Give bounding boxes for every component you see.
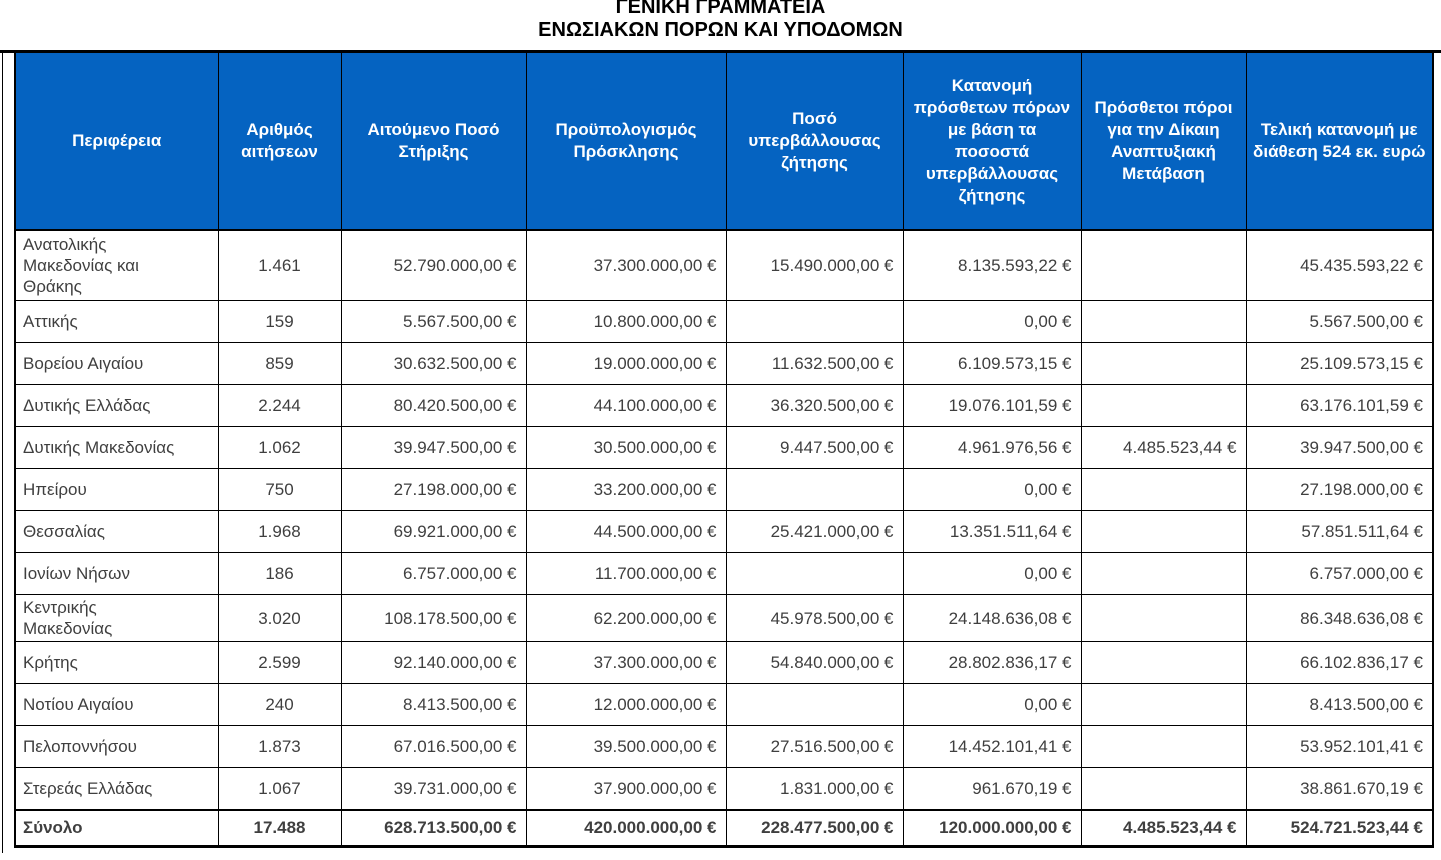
column-header-region: Περιφέρεια — [15, 52, 218, 230]
value-cell — [726, 553, 903, 595]
value-cell: 10.800.000,00 € — [526, 301, 726, 343]
value-cell: 4.961.976,56 € — [903, 427, 1081, 469]
value-cell: 39.947.500,00 € — [1246, 427, 1433, 469]
region-cell: Στερεάς Ελλάδας — [15, 768, 218, 810]
value-cell: 0,00 € — [903, 684, 1081, 726]
value-cell: 9.447.500,00 € — [726, 427, 903, 469]
value-cell — [1081, 553, 1246, 595]
value-cell: 1.873 — [218, 726, 341, 768]
value-cell — [726, 301, 903, 343]
value-cell — [726, 684, 903, 726]
table-row — [15, 230, 1433, 301]
value-cell: 27.198.000,00 € — [1246, 469, 1433, 511]
value-cell: 961.670,19 € — [903, 768, 1081, 810]
table-row — [15, 385, 1433, 427]
value-cell: 6.757.000,00 € — [1246, 553, 1433, 595]
value-cell: 37.900.000,00 € — [526, 768, 726, 810]
value-cell: 750 — [218, 469, 341, 511]
value-cell: 25.421.000,00 € — [726, 511, 903, 553]
value-cell: 228.477.500,00 € — [726, 810, 903, 847]
table-row — [15, 469, 1433, 511]
value-cell — [1081, 642, 1246, 684]
value-cell: 63.176.101,59 € — [1246, 385, 1433, 427]
table-header-row — [15, 52, 1433, 230]
value-cell — [1081, 768, 1246, 810]
region-cell: Αττικής — [15, 301, 218, 343]
value-cell: 45.435.593,22 € — [1246, 230, 1433, 301]
value-cell: 14.452.101,41 € — [903, 726, 1081, 768]
region-cell: Δυτικής Ελλάδας — [15, 385, 218, 427]
value-cell: 4.485.523,44 € — [1081, 810, 1246, 847]
value-cell: 186 — [218, 553, 341, 595]
value-cell: 25.109.573,15 € — [1246, 343, 1433, 385]
value-cell: 1.831.000,00 € — [726, 768, 903, 810]
left-grid-line — [2, 50, 3, 853]
value-cell: 1.968 — [218, 511, 341, 553]
value-cell: 11.700.000,00 € — [526, 553, 726, 595]
value-cell: 5.567.500,00 € — [1246, 301, 1433, 343]
total-label-cell: Σύνολο — [15, 810, 218, 847]
value-cell: 859 — [218, 343, 341, 385]
value-cell: 159 — [218, 301, 341, 343]
value-cell: 38.861.670,19 € — [1246, 768, 1433, 810]
value-cell: 69.921.000,00 € — [341, 511, 526, 553]
value-cell: 37.300.000,00 € — [526, 642, 726, 684]
region-cell: Πελοποννήσου — [15, 726, 218, 768]
column-header-excess-demand: Ποσό υπερβάλλουσας ζήτησης — [726, 52, 903, 230]
region-cell: Ηπείρου — [15, 469, 218, 511]
value-cell: 80.420.500,00 € — [341, 385, 526, 427]
title-line-1: ΓΕΝΙΚΗ ΓΡΑΜΜΑΤΕΙΑ — [615, 0, 826, 18]
column-header-final-allocation: Τελική κατανομή με διάθεση 524 εκ. ευρώ — [1246, 52, 1433, 230]
region-cell: Νοτίου Αιγαίου — [15, 684, 218, 726]
value-cell: 0,00 € — [903, 553, 1081, 595]
value-cell: 92.140.000,00 € — [341, 642, 526, 684]
table-row — [15, 511, 1433, 553]
value-cell: 4.485.523,44 € — [1081, 427, 1246, 469]
value-cell: 19.076.101,59 € — [903, 385, 1081, 427]
value-cell: 15.490.000,00 € — [726, 230, 903, 301]
region-cell: Ιονίων Νήσων — [15, 553, 218, 595]
column-header-additional-allocation: Κατανομή πρόσθετων πόρων με βάση τα ποσοστά υπερβάλλουσας ζήτησης — [903, 52, 1081, 230]
value-cell — [1081, 726, 1246, 768]
table-row — [15, 553, 1433, 595]
value-cell: 66.102.836,17 € — [1246, 642, 1433, 684]
table-row — [15, 301, 1433, 343]
table-row — [15, 343, 1433, 385]
value-cell — [1081, 301, 1246, 343]
value-cell: 628.713.500,00 € — [341, 810, 526, 847]
value-cell: 39.731.000,00 € — [341, 768, 526, 810]
value-cell — [1081, 385, 1246, 427]
value-cell: 39.500.000,00 € — [526, 726, 726, 768]
value-cell: 52.790.000,00 € — [341, 230, 526, 301]
value-cell — [1081, 684, 1246, 726]
column-header-requested-amount: Αιτούμενο Ποσό Στήριξης — [341, 52, 526, 230]
page-title — [0, 0, 1441, 42]
value-cell: 33.200.000,00 € — [526, 469, 726, 511]
value-cell: 0,00 € — [903, 301, 1081, 343]
value-cell — [726, 469, 903, 511]
value-cell — [1081, 595, 1246, 642]
value-cell: 2.599 — [218, 642, 341, 684]
value-cell: 12.000.000,00 € — [526, 684, 726, 726]
value-cell: 67.016.500,00 € — [341, 726, 526, 768]
value-cell: 8.135.593,22 € — [903, 230, 1081, 301]
value-cell: 19.000.000,00 € — [526, 343, 726, 385]
value-cell: 240 — [218, 684, 341, 726]
value-cell: 45.978.500,00 € — [726, 595, 903, 642]
region-cell: Βορείου Αιγαίου — [15, 343, 218, 385]
value-cell: 54.840.000,00 € — [726, 642, 903, 684]
value-cell: 57.851.511,64 € — [1246, 511, 1433, 553]
region-cell: Ανατολικής Μακεδονίας και Θράκης — [15, 230, 218, 301]
value-cell: 2.244 — [218, 385, 341, 427]
value-cell: 108.178.500,00 € — [341, 595, 526, 642]
region-cell: Δυτικής Μακεδονίας — [15, 427, 218, 469]
value-cell: 420.000.000,00 € — [526, 810, 726, 847]
value-cell — [1081, 469, 1246, 511]
value-cell: 44.100.000,00 € — [526, 385, 726, 427]
value-cell: 28.802.836,17 € — [903, 642, 1081, 684]
column-header-applications: Αριθμός αιτήσεων — [218, 52, 341, 230]
value-cell: 6.757.000,00 € — [341, 553, 526, 595]
table-row — [15, 726, 1433, 768]
value-cell — [1081, 230, 1246, 301]
table-row — [15, 642, 1433, 684]
value-cell: 120.000.000,00 € — [903, 810, 1081, 847]
value-cell: 86.348.636,08 € — [1246, 595, 1433, 642]
value-cell: 30.632.500,00 € — [341, 343, 526, 385]
value-cell: 1.067 — [218, 768, 341, 810]
value-cell: 17.488 — [218, 810, 341, 847]
value-cell: 37.300.000,00 € — [526, 230, 726, 301]
value-cell: 62.200.000,00 € — [526, 595, 726, 642]
value-cell: 53.952.101,41 € — [1246, 726, 1433, 768]
value-cell: 3.020 — [218, 595, 341, 642]
total-row — [15, 810, 1433, 847]
column-header-just-transition: Πρόσθετοι πόροι για την Δίκαιη Αναπτυξιακή Μετάβαση — [1081, 52, 1246, 230]
value-cell: 8.413.500,00 € — [341, 684, 526, 726]
value-cell: 1.461 — [218, 230, 341, 301]
value-cell — [1081, 511, 1246, 553]
table-row — [15, 427, 1433, 469]
value-cell: 0,00 € — [903, 469, 1081, 511]
region-cell: Κεντρικής Μακεδονίας — [15, 595, 218, 642]
value-cell: 36.320.500,00 € — [726, 385, 903, 427]
table-row — [15, 768, 1433, 810]
table-row — [15, 595, 1433, 642]
value-cell: 24.148.636,08 € — [903, 595, 1081, 642]
title-line-2: ΕΝΩΣΙΑΚΩΝ ΠΟΡΩΝ ΚΑΙ ΥΠΟΔΟΜΩΝ — [538, 19, 903, 41]
value-cell: 524.721.523,44 € — [1246, 810, 1433, 847]
value-cell: 1.062 — [218, 427, 341, 469]
region-cell: Κρήτης — [15, 642, 218, 684]
value-cell: 8.413.500,00 € — [1246, 684, 1433, 726]
value-cell: 13.351.511,64 € — [903, 511, 1081, 553]
value-cell: 5.567.500,00 € — [341, 301, 526, 343]
value-cell: 30.500.000,00 € — [526, 427, 726, 469]
region-cell: Θεσσαλίας — [15, 511, 218, 553]
value-cell — [1081, 343, 1246, 385]
column-header-call-budget: Προϋπολογισμός Πρόσκλησης — [526, 52, 726, 230]
value-cell: 44.500.000,00 € — [526, 511, 726, 553]
table-row — [15, 684, 1433, 726]
value-cell: 6.109.573,15 € — [903, 343, 1081, 385]
table-body — [15, 230, 1433, 847]
allocation-table — [14, 50, 1434, 848]
value-cell: 27.198.000,00 € — [341, 469, 526, 511]
value-cell: 27.516.500,00 € — [726, 726, 903, 768]
value-cell: 11.632.500,00 € — [726, 343, 903, 385]
value-cell: 39.947.500,00 € — [341, 427, 526, 469]
